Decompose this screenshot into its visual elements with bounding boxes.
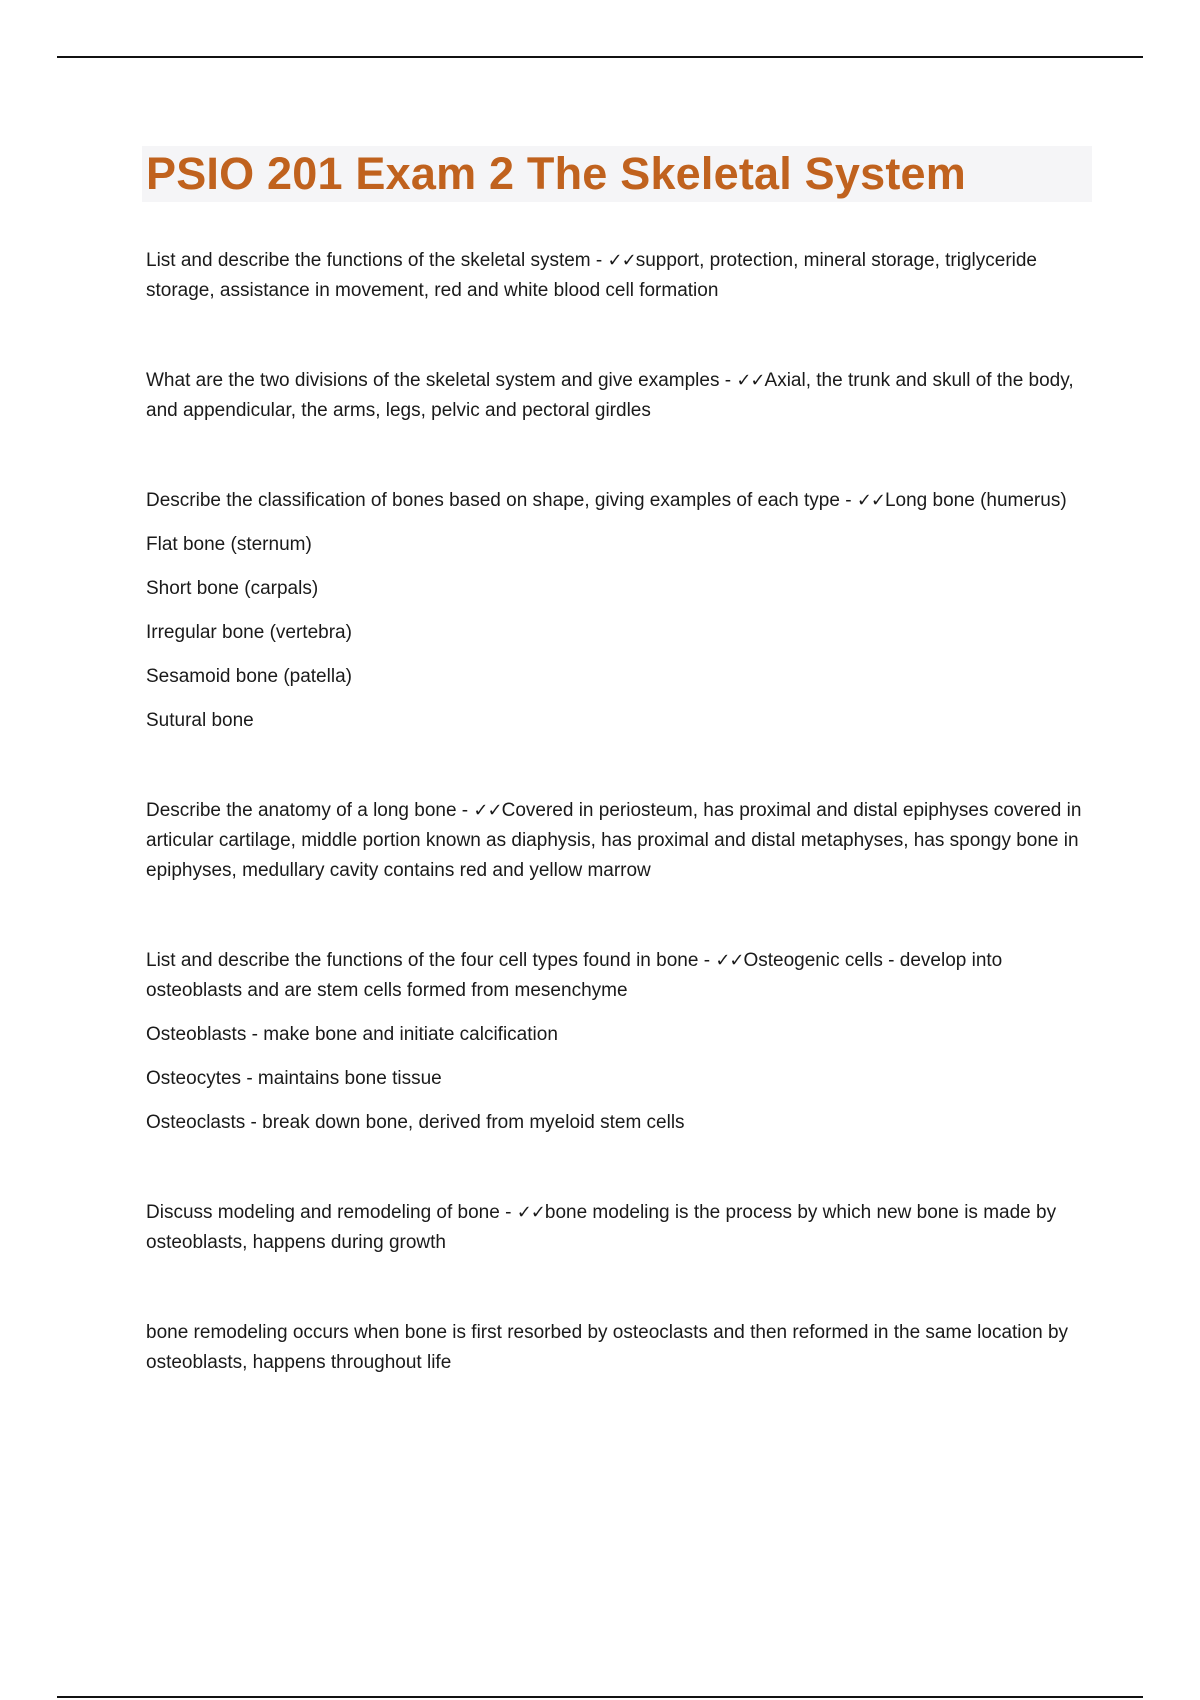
double-check-icon: ✓✓ xyxy=(715,950,744,971)
answer-text: Axial, the trunk and skull of the body, and appendicular, the arms, legs, pelvic and pectoral girdles xyxy=(146,370,1074,421)
double-check-icon: ✓✓ xyxy=(856,490,885,511)
answer-line: Osteoclasts - break down bone, derived from myeloid stem cells xyxy=(146,1112,685,1133)
flashcard xyxy=(146,1198,1096,1258)
question-text: Discuss modeling and remodeling of bone xyxy=(146,1202,500,1223)
answer-text: Osteogenic cells - develop into osteoblasts and are stem cells formed from mesenchyme xyxy=(146,950,1003,1001)
continuation-text: bone remodeling occurs when bone is first resorbed by osteoclasts and then reformed in the same location by osteoblasts, happens throughout life xyxy=(146,1322,1069,1373)
question-text: List and describe the functions of the four cell types found in bone xyxy=(146,950,699,971)
flashcard-text xyxy=(146,246,1096,306)
flashcard-text xyxy=(146,366,1096,426)
answer-line: Short bone (carpals) xyxy=(146,578,319,599)
question-text: Describe the classification of bones based on shape, giving examples of each type xyxy=(146,490,840,511)
double-check-icon: ✓✓ xyxy=(516,1202,545,1223)
question-text: List and describe the functions of the skeletal system xyxy=(146,250,591,271)
answer-line: Sutural bone xyxy=(146,710,254,731)
flashcard-text xyxy=(146,486,1096,516)
separator: - xyxy=(499,1202,517,1223)
flashcard-list xyxy=(146,246,1096,1438)
separator: - xyxy=(719,370,737,391)
separator: - xyxy=(456,800,474,821)
flashcard xyxy=(146,246,1096,306)
separator: - xyxy=(698,950,716,971)
question-text: What are the two divisions of the skeletal system and give examples xyxy=(146,370,720,391)
question-text: Describe the anatomy of a long bone xyxy=(146,800,457,821)
top-rule xyxy=(57,56,1143,58)
page-title: PSIO 201 Exam 2 The Skeletal System xyxy=(146,148,966,199)
answer-text: Long bone (humerus) xyxy=(884,490,1067,511)
flashcard-text xyxy=(146,946,1096,1006)
answer-text: Covered in periosteum, has proximal and distal epiphyses covered in articular cartilage, middle portion known as diaphysis, has proximal and distal metaphyses, has spongy bone in epiphyses, medullary cavity contains red and yellow marrow xyxy=(146,800,1082,881)
answer-text: support, protection, mineral storage, triglyceride storage, assistance in movement, red and white blood cell formation xyxy=(146,250,1038,301)
flashcard xyxy=(146,366,1096,426)
flashcard-text xyxy=(146,796,1096,886)
double-check-icon: ✓✓ xyxy=(736,370,765,391)
answer-line: Flat bone (sternum) xyxy=(146,534,312,555)
flashcard-text xyxy=(146,1198,1096,1258)
flashcard xyxy=(146,486,1096,736)
answer-text: bone modeling is the process by which new bone is made by osteoblasts, happens during growth xyxy=(146,1202,1057,1253)
answer-line: Irregular bone (vertebra) xyxy=(146,622,352,643)
double-check-icon: ✓✓ xyxy=(607,250,636,271)
separator: - xyxy=(839,490,857,511)
answer-line: Osteocytes - maintains bone tissue xyxy=(146,1068,442,1089)
answer-line: Sesamoid bone (patella) xyxy=(146,666,352,687)
double-check-icon: ✓✓ xyxy=(473,800,502,821)
answer-line: Osteoblasts - make bone and initiate calcification xyxy=(146,1024,558,1045)
separator: - xyxy=(590,250,608,271)
flashcard xyxy=(146,796,1096,886)
flashcard xyxy=(146,946,1096,1138)
flashcard-continuation xyxy=(146,1318,1096,1378)
bottom-rule xyxy=(57,1696,1143,1698)
